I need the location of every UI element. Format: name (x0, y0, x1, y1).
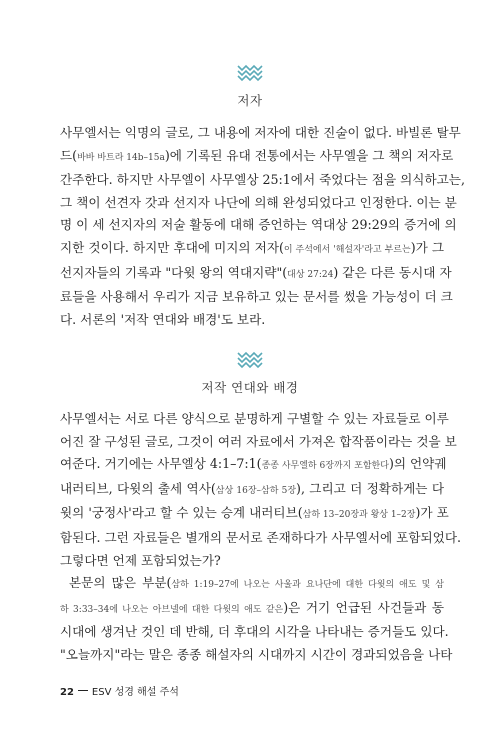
text-line (60, 214, 457, 237)
footer-divider (78, 690, 88, 691)
body-text-run: 그 책이 선견자 갓과 선지자 나단에 의해 완성되었다고 인정한다. 이는 분 (60, 194, 457, 210)
page-footer (60, 683, 179, 698)
section-body (60, 122, 465, 331)
text-line (60, 572, 444, 597)
text-line (60, 169, 465, 192)
body-text-run: 시대에 생겨난 것인 데 반해, 더 후대의 시각을 나타내는 증거들도 있다. (60, 624, 449, 640)
body-text-run: 지한 것이다. 하지만 후대에 미지의 저자( (60, 239, 284, 255)
body-text-run: )가 포 (415, 505, 449, 521)
body-text-run: 간주한다. 하지만 사무엘이 사무엘상 25:1에서 죽었다는 점을 의식하고는, (60, 172, 465, 188)
text-line (60, 145, 454, 170)
citation-text: 종종 사무엘하 6장까지 포함한다 (261, 461, 389, 472)
text-line (60, 621, 449, 644)
book-title: ESV 성경 해설 주석 (91, 687, 179, 698)
text-line (60, 262, 452, 287)
body-text-run: 본문의 많은 부분( (69, 575, 172, 591)
text-line (60, 237, 444, 262)
body-text-run: 사무엘서는 익명의 글로, 그 내용에 저자에 대한 진술이 없다. 바빌론 탈무 (60, 125, 461, 140)
text-line (60, 309, 444, 332)
body-text-run: 다. 서론의 '저작 연대와 배경'도 보라. (60, 311, 266, 327)
body-text-run: 여준다. 거기에는 사무엘상 4:1–7:1( (60, 456, 262, 472)
text-line (60, 527, 461, 550)
body-text-run: 명 이 세 선지자의 저술 활동에 대해 증언하는 역대상 29:29의 증거에 의 (60, 217, 457, 233)
body-text-run: )의 언약궤 (388, 456, 447, 472)
text-line (60, 550, 444, 573)
section-heading: 저작 연대와 배경 (201, 380, 299, 395)
text-line (60, 431, 457, 454)
citation-text: 하 3:33–34에 나오는 아브넬에 대한 다윗의 애도 같은 (60, 604, 284, 615)
body-text-run: 함된다. 그런 자료들은 별개의 문서로 존재하다가 사무엘서에 포함되었다. (60, 529, 461, 545)
body-text-run: 사무엘서는 서로 다른 양식으로 분명하게 구별할 수 있는 자료들로 이루 (60, 411, 449, 426)
citation-text: 이 주석에서 '해설자'라고 부르는 (283, 244, 411, 255)
text-line (60, 597, 444, 622)
body-text-run: 료들을 사용해서 우리가 지금 보유하고 있는 문서를 썼을 가능성이 더 크 (60, 289, 453, 305)
text-line (60, 453, 447, 478)
text-line (60, 502, 449, 527)
citation-text: 대상 27:24 (287, 269, 334, 280)
text-line (60, 192, 457, 215)
text-line (60, 408, 449, 431)
page-number: 22 (60, 687, 74, 698)
body-text-run: )은 거기 언급된 사건들과 동 (283, 599, 445, 615)
body-text-run: 그렇다면 언제 포함되었는가? (60, 552, 221, 568)
body-text-run: ), 그리고 더 정확하게는 다 (296, 480, 444, 496)
body-text-run: 어진 잘 구성된 글로, 그것이 여러 자료에서 가져온 합작품이라는 것을 보 (60, 433, 457, 449)
body-text-run: 내러티브, 다윗의 출세 역사( (60, 480, 216, 496)
body-text-run: 드( (60, 147, 78, 163)
text-line (60, 122, 461, 145)
body-text-run: )가 그 (410, 239, 445, 255)
section-body (60, 408, 461, 667)
text-line (60, 286, 453, 309)
citation-text: 삼하 13–20장과 왕상 1–2장 (302, 510, 416, 521)
citation-text: 삼하 1:19–27에 나오는 사울과 요나단에 대한 다윗의 애도 및 삼 (171, 580, 444, 591)
body-text-run: )에 기록된 유대 전통에서는 사무엘을 그 책의 저자로 (164, 147, 454, 163)
wave-ornament-icon (237, 350, 263, 368)
citation-text: 바바 바트라 14b–15a (77, 152, 165, 163)
section-heading: 저자 (237, 93, 263, 108)
text-line (60, 644, 453, 667)
body-text-run: "오늘까지"라는 말은 종종 해설자의 시대까지 시간이 경과되었음을 나타 (60, 646, 453, 662)
body-text-run: 윗의 '궁정사'라고 할 수 있는 승계 내러티브( (60, 505, 303, 521)
body-text-run: 선지자들의 기록과 "다윗 왕의 역대지략"( (60, 264, 288, 280)
wave-ornament-icon (237, 63, 263, 81)
body-text-run: ) 같은 다른 동시대 자 (333, 264, 452, 280)
citation-text: 삼상 16장–삼하 5장 (215, 485, 297, 496)
text-line (60, 478, 444, 503)
